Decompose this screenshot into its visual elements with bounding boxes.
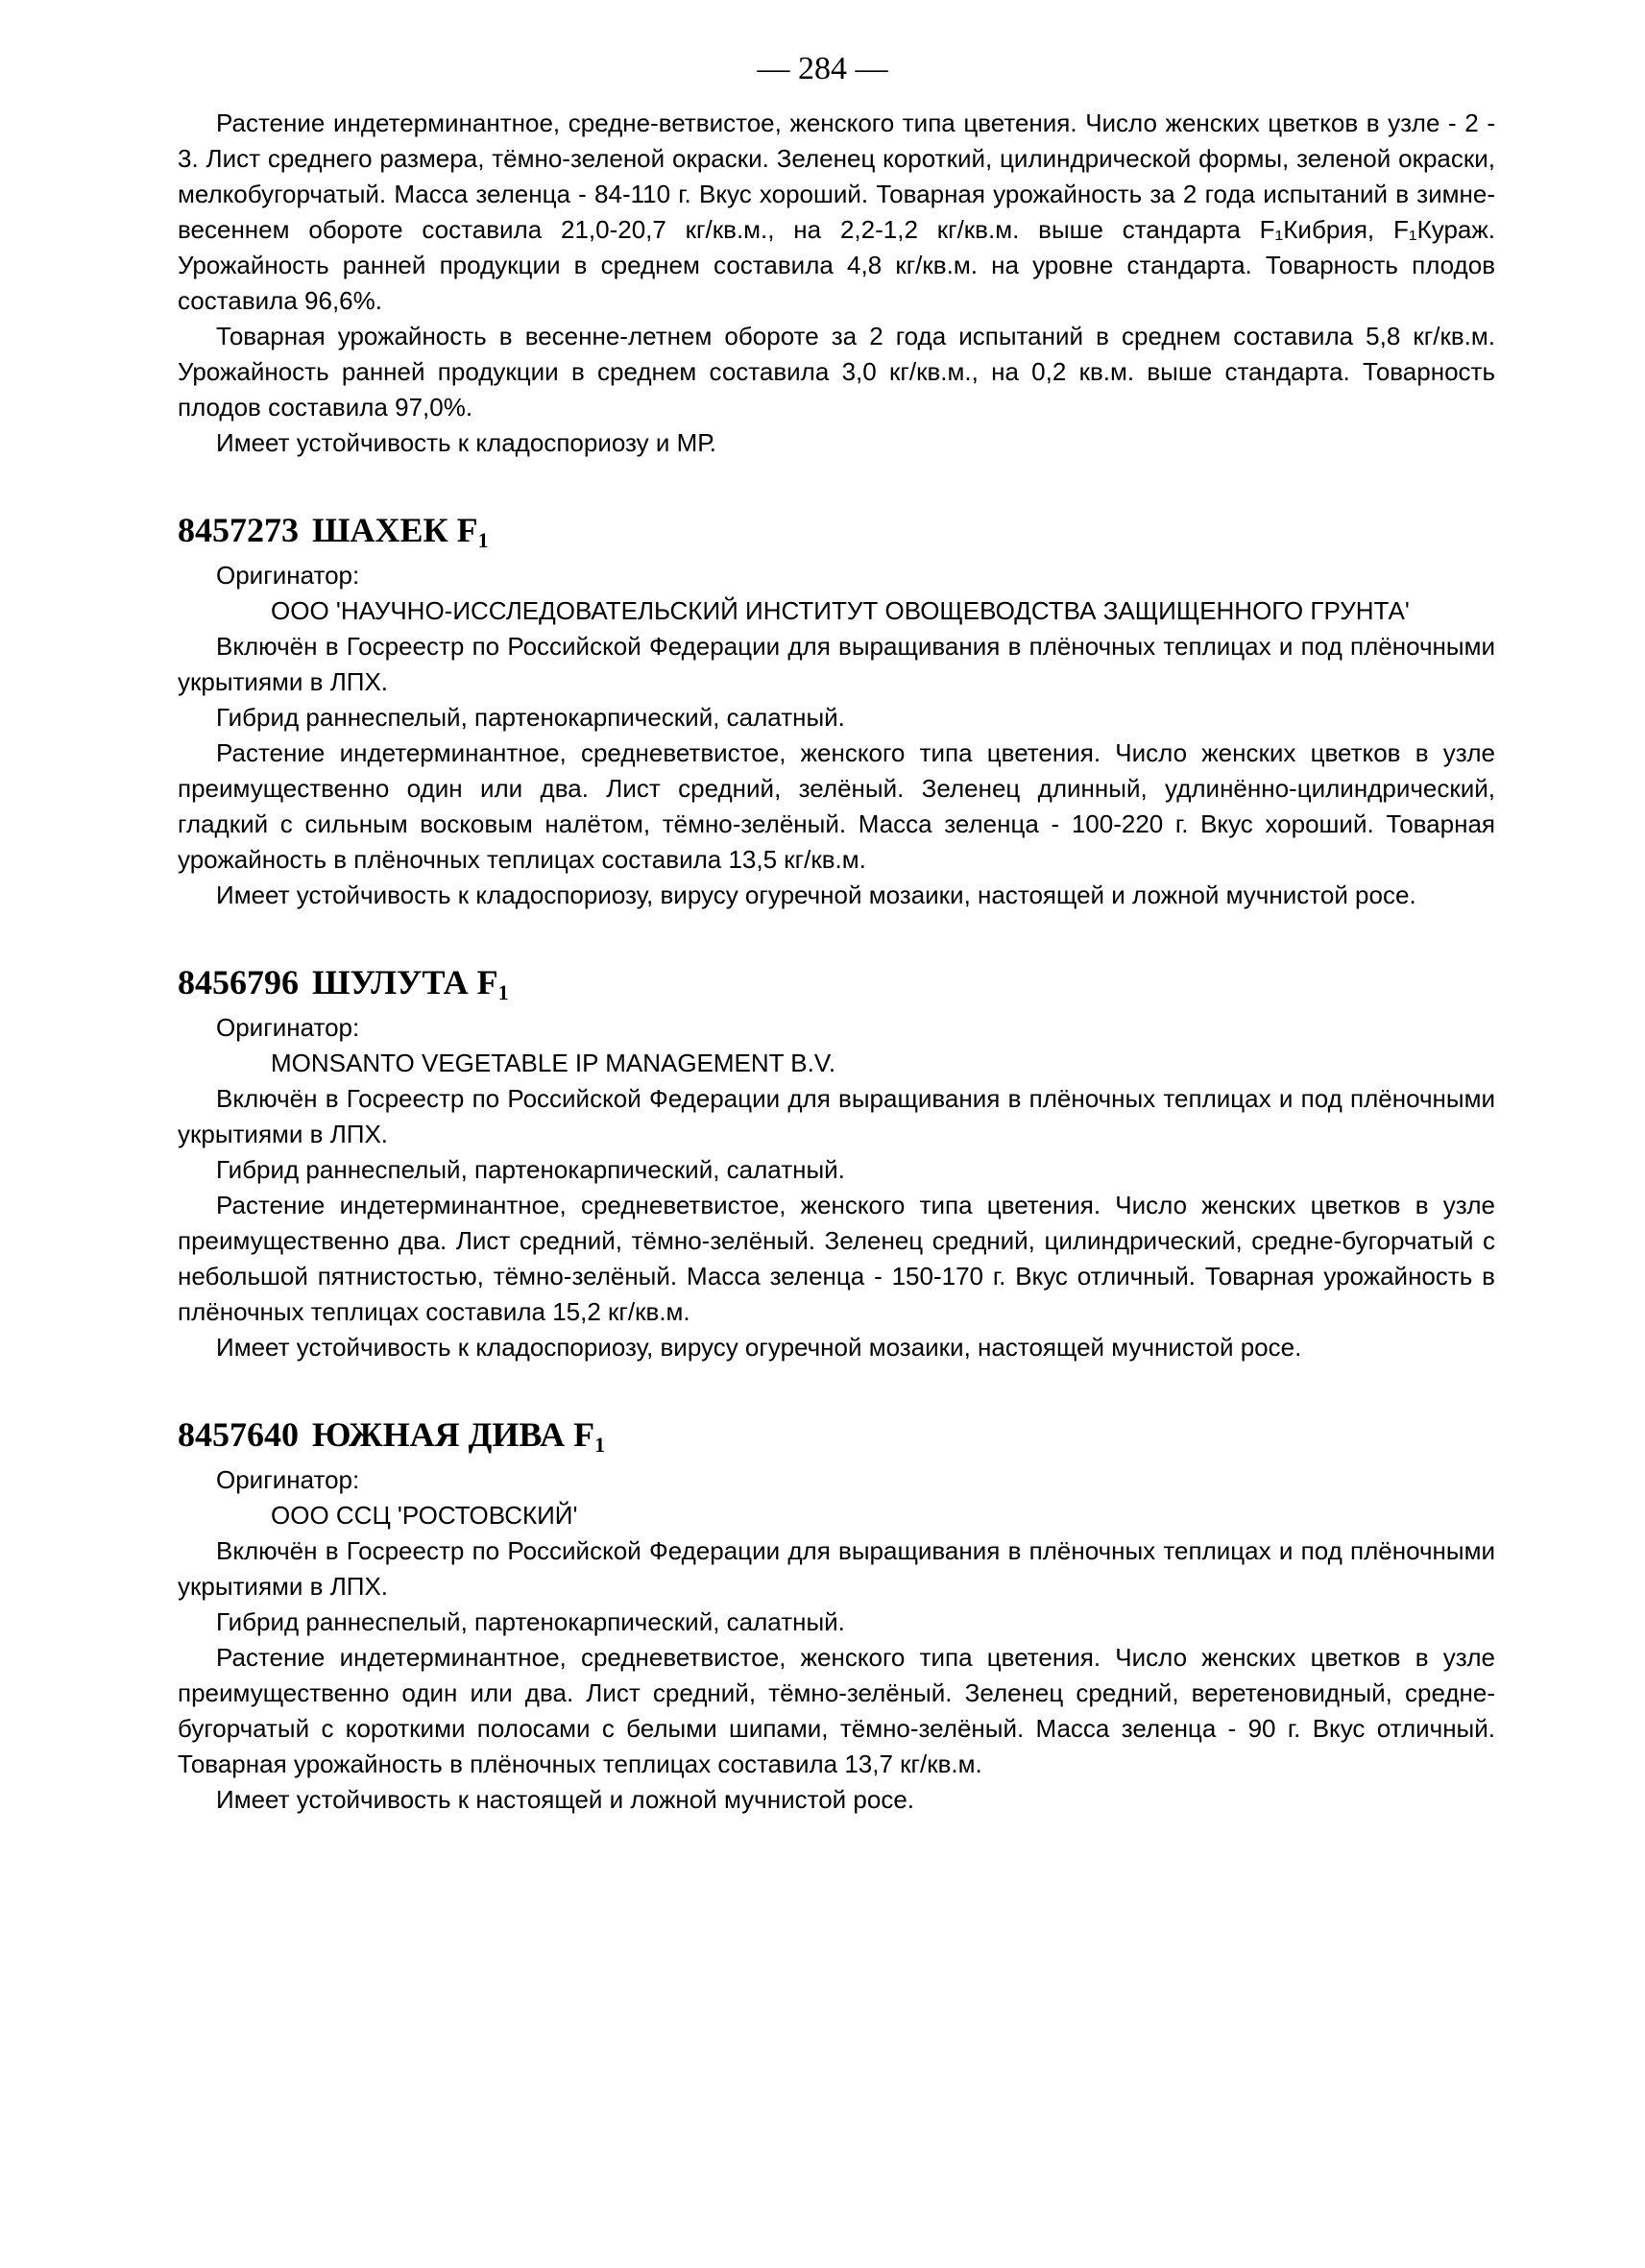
originator-label: Оригинатор:	[216, 1465, 360, 1494]
intro-section	[178, 106, 1495, 461]
paragraph: Гибрид раннеспелый, партенокарпический, салатный.	[216, 1155, 845, 1184]
paragraph: Гибрид раннеспелый, партенокарпический, салатный.	[216, 703, 845, 732]
entry-number: 8457273	[178, 511, 299, 549]
paragraph: Гибрид раннеспелый, партенокарпический, салатный.	[216, 1607, 845, 1636]
entry-name: ЮЖНАЯ ДИВА F	[312, 1415, 595, 1454]
entry-subscript: 1	[497, 980, 509, 1004]
variety-entry	[178, 1411, 1495, 1818]
entry-number: 8457640	[178, 1415, 299, 1454]
originator-label: Оригинатор:	[216, 1013, 360, 1042]
page-number: — 284 —	[757, 51, 888, 86]
originator-value: ООО 'НАУЧНО-ИССЛЕДОВАТЕЛЬСКИЙ ИНСТИТУТ ОВОЩЕВОДСТВА ЗАЩИЩЕННОГО ГРУНТА'	[271, 596, 1410, 625]
entry-heading	[178, 1411, 1495, 1458]
originator-label: Оригинатор:	[216, 561, 360, 590]
paragraph: Включён в Госреестр по Российской Федерации для выращивания в плёночных теплицах и под плёночными укрытиями в ЛПХ.	[178, 632, 1495, 696]
entry-name: ШУЛУТА F	[312, 963, 498, 1001]
variety-entry	[178, 959, 1495, 1365]
paragraph: Имеет устойчивость к кладоспориозу, вирусу огуречной мозаики, настоящей и ложной мучнистой росе.	[216, 881, 1416, 909]
originator-value: ООО ССЦ 'РОСТОВСКИЙ'	[271, 1501, 578, 1530]
paragraph: Включён в Госреестр по Российской Федерации для выращивания в плёночных теплицах и под плёночными укрытиями в ЛПХ.	[178, 1084, 1495, 1148]
variety-entry	[178, 507, 1495, 913]
paragraph: Имеет устойчивость к кладоспориозу, вирусу огуречной мозаики, настоящей мучнистой росе.	[216, 1333, 1302, 1362]
entry-subscript: 1	[594, 1433, 606, 1457]
paragraph: Включён в Госреестр по Российской Федерации для выращивания в плёночных теплицах и под плёночными укрытиями в ЛПХ.	[178, 1536, 1495, 1601]
entry-heading	[178, 959, 1495, 1005]
paragraph: Растение индетерминантное, средне-ветвистое, женского типа цветения. Число женских цветков в узле - 2 - 3. Лист среднего размера, тёмно-зеленой окраски. Зеленец короткий, цилиндрической формы, зеленой окраски, мелкобугорчатый. Масса зеленца - 84-110 г. Вкус хороший. Товарная урожайность за 2 года испытаний в зимне-весеннем обороте составила 21,0-20,7 кг/кв.м., на 2,2-1,2 кг/кв.м. выше стандарта F₁Кибрия, F₁Кураж. Урожайность ранней продукции в среднем составила 4,8 кг/кв.м. на уровне стандарта. Товарность плодов составила 96,6%.	[178, 109, 1495, 315]
paragraph: Растение индетерминантное, средневетвистое, женского типа цветения. Число женских цветков в узле преимущественно два. Лист средний, тёмно-зелёный. Зеленец средний, цилиндрический, средне-бугорчатый с небольшой пятнистостью, тёмно-зелёный. Масса зеленца - 150-170 г. Вкус отличный. Товарная урожайность в плёночных теплицах составила 15,2 кг/кв.м.	[178, 1191, 1495, 1326]
entry-heading	[178, 507, 1495, 553]
paragraph: Растение индетерминантное, средневетвистое, женского типа цветения. Число женских цветков в узле преимущественно один или два. Лист средний, тёмно-зелёный. Зеленец средний, веретеновидный, средне-бугорчатый с короткими полосами с белыми шипами, тёмно-зелёный. Масса зеленца - 90 г. Вкус отличный. Товарная урожайность в плёночных теплицах составила 13,7 кг/кв.м.	[178, 1643, 1495, 1778]
paragraph: Имеет устойчивость к кладоспориозу и МР.	[216, 428, 716, 457]
entry-number: 8456796	[178, 963, 299, 1001]
entry-name: ШАХЕК F	[312, 511, 478, 549]
paragraph: Товарная урожайность в весенне-летнем обороте за 2 года испытаний в среднем составила 5,8 кг/кв.м. Урожайность ранней продукции в среднем составила 3,0 кг/кв.м., на 0,2 кв.м. выше стандарта. Товарность плодов составила 97,0%.	[178, 322, 1495, 422]
paragraph: Растение индетерминантное, средневетвистое, женского типа цветения. Число женских цветков в узле преимущественно один или два. Лист средний, зелёный. Зеленец длинный, удлинённо-цилиндрический, гладкий с сильным восковым налётом, тёмно-зелёный. Масса зеленца - 100-220 г. Вкус хороший. Товарная урожайность в плёночных теплицах составила 13,5 кг/кв.м.	[178, 738, 1495, 874]
originator-value: MONSANTO VEGETABLE IP MANAGEMENT B.V.	[271, 1049, 836, 1077]
document-body	[178, 106, 1495, 1818]
entry-subscript: 1	[477, 528, 489, 552]
paragraph: Имеет устойчивость к настоящей и ложной мучнистой росе.	[216, 1785, 915, 1814]
